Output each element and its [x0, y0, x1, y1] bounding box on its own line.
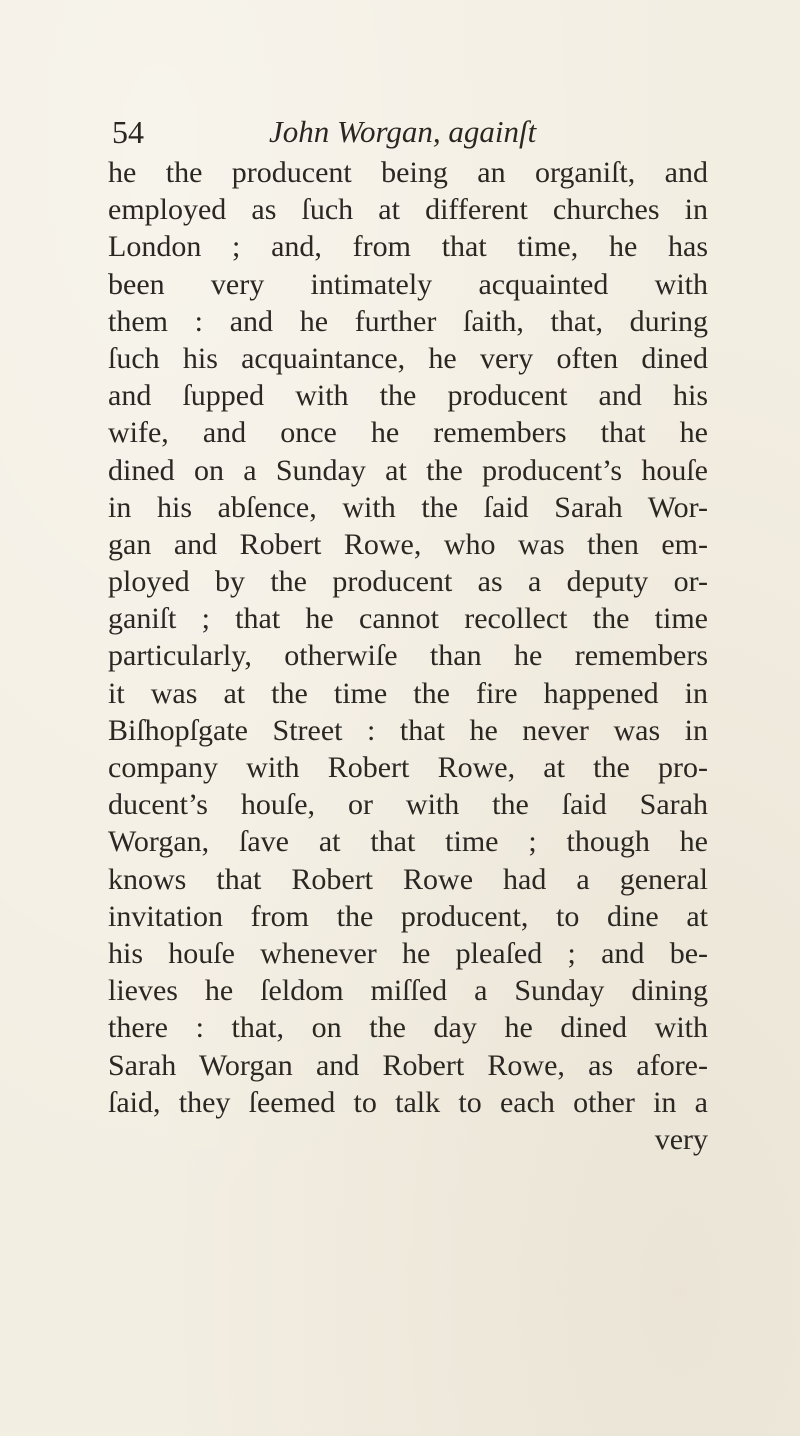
text-line: ganiſt ; that he cannot recollect the time — [108, 602, 708, 636]
text-line: dined on a Sunday at the producent’s houſe — [108, 453, 708, 487]
text-line: Worgan, ſave at that time ; though he — [108, 825, 708, 859]
text-line: knows that Robert Rowe had a general — [108, 862, 708, 896]
text-line: ducent’s houſe, or with the ſaid Sarah — [108, 788, 708, 822]
text-line: ployed by the producent as a deputy or- — [108, 565, 708, 599]
text-line: invitation from the producent, to dine at — [108, 899, 708, 933]
text-line: been very intimately acquainted with — [108, 267, 708, 301]
text-line: wife, and once he remembers that he — [108, 416, 708, 450]
text-line: Sarah Worgan and Robert Rowe, as afore- — [108, 1048, 708, 1082]
page-number: 54 — [112, 114, 144, 150]
text-line: employed as ſuch at different churches in — [108, 193, 708, 227]
running-head — [112, 112, 692, 152]
text-line: ſuch his acquaintance, he very often dined — [108, 341, 708, 375]
text-line: in his abſence, with the ſaid Sarah Wor- — [108, 490, 708, 524]
text-line: ſaid, they ſeemed to talk to each other in a — [108, 1085, 708, 1119]
text-line: London ; and, from that time, he has — [108, 230, 708, 264]
catchword: very — [654, 1122, 708, 1156]
text-line: lieves he ſeldom miſſed a Sunday dining — [108, 974, 708, 1008]
body-text — [108, 154, 708, 1158]
text-line: gan and Robert Rowe, who was then em- — [108, 527, 708, 561]
text-line: Biſhopſgate Street : that he never was in — [108, 713, 708, 747]
text-line: them : and he further ſaith, that, during — [108, 304, 708, 338]
text-line: particularly, otherwiſe than he remembers — [108, 639, 708, 673]
text-line: there : that, on the day he dined with — [108, 1011, 708, 1045]
text-line: his houſe whenever he pleaſed ; and be- — [108, 936, 708, 970]
text-line: it was at the time the fire happened in — [108, 676, 708, 710]
text-line: he the producent being an organiſt, and — [108, 156, 708, 189]
text-line: and ſupped with the producent and his — [108, 379, 708, 413]
running-title: John Worgan, againſt — [269, 114, 537, 149]
text-line: company with Robert Rowe, at the pro- — [108, 751, 708, 784]
